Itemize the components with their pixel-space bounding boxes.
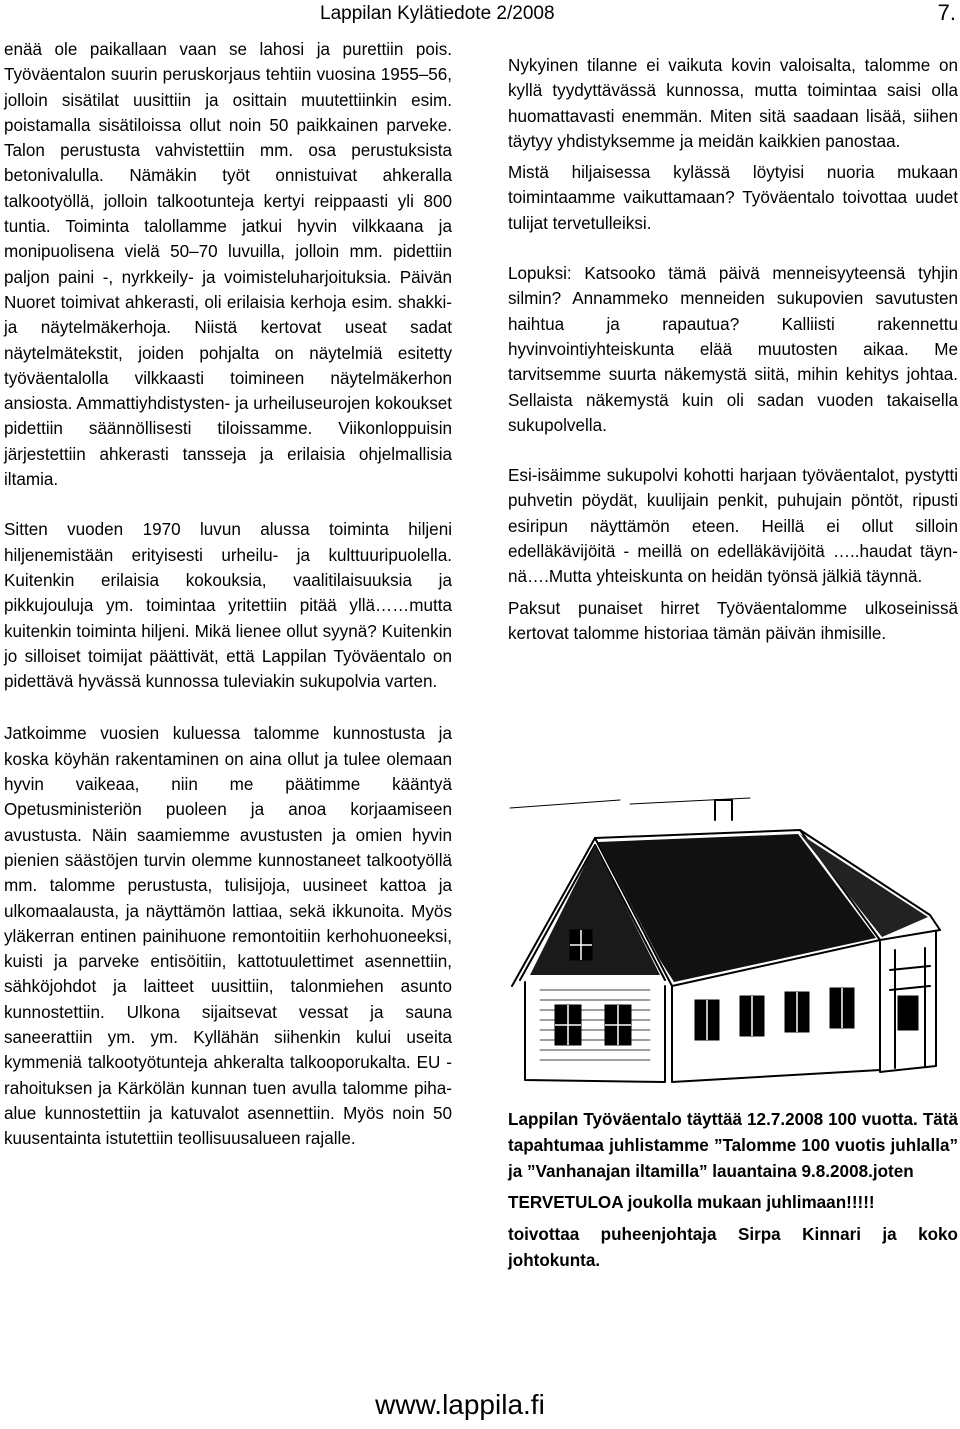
article-paragraph: Sitten vuoden 1970 luvun alussa toiminta hiljeni hiljenemistään erityisesti urheilu- ja kulttuuripuolella. Kuitenkin erilaisia kokouksia, vaalitilaisuuksia ja pikkujouluja ym. toimintaa yritettiin pitää yllä……mutta kuitenkin toiminta hiljeni. Mikä lienee ollut syynä? Kuitenkin jo silloiset toimijat päättivät, että Lappilan Työväentalo on pidettävä hyvässä kunnossa tuleviakin sukupolvia varten. [4,520,452,692]
page-number: 7. [937,0,956,25]
right-column [508,53,958,646]
article-paragraph: Esi-isäimme sukupolvi kohotti harjaan työväentalot, pystytti puhvetin pöydät, kuulijain penkit, puhujain pöntöt, ripusti esiripun näyttämön eteen. Heillä ei ollut silloin edelläkävijöitä - meillä on edelläkävijöitä …..haudat täynnä….Mutta yhteiskunta on heidän työnsä jälkiä täynnä. [508,466,958,587]
article-paragraph: Jatkoimme vuosien kuluessa talomme kunnostusta ja koska köyhän rakentaminen on aina ollut ja tulee olemaan hyvin vaikeaa, niin me päätimme kääntyä Opetusministeriön puoleen ja anoa korjaamiseen avustusta. Näin saamiemme avustusten ja omien hyvin pienien säästöjen turvin olemme kunnostaneet talkootyöllä mm. talomme perustusta, tulisijoja, uusineet kattoa ja ulkomaalausta, ja näyttämön lattiaa, sekä ikkunoita. Myös yläkerran entinen painihuone remontoitiin kerhohuoneeksi, kuisti ja parveke entisöitiin, kattotuulettimet asennettiin, sähköjohdot ja laitteet uusittiin, talonmiehen asunto kunnostettiin. Ulkona sijaitsevat vessat ja sauna saneerattiin ym. ym. Kyllähän siihenkin kului useita kymmeniä talkootyötunteja ahkeralta talkooporukalta. EU -rahoituksen ja Kärkölän kunnan tuen avulla talomme piha-alue kunnostettiin ja katuvalot asennettiin. Myös noin 50 kuusentainta istutettiin teollisuusalueen rajalle. [4,724,452,1149]
anniversary-announcement [508,1107,958,1274]
house-drawing-icon [500,790,960,1100]
article-paragraph: Mistä hiljaisessa kylässä löytyisi nuoria mukaan toimintaamme vaikuttamaan? Työväentalo toivottaa uudet tulijat tervetulleiksi. [508,163,958,233]
page-header [320,0,956,34]
article-paragraph: Nykyinen tilanne ei vaikuta kovin valoisalta, talomme on kyllä tyydyttävässä kunnossa, mutta toimintaa saisi olla huomattavasti enemmän. Miten sitä saadaan lisää, siihen täytyy yhdistyksemme ja meidän kaikkien panostaa. [508,56,958,151]
website-url: www.lappila.fi [375,1389,545,1420]
article-paragraph: Lopuksi: Katsooko tämä päivä menneisyyteensä tyhjin silmin? Annammeko menneiden sukupovien savutusten haihtua ja rapautua? Kalliisti rakennettu hyvinvointiyhteiskunta elää muutosten aikaa. Me tarvitsemme suurta näkemystä siitä, mihin kehitys johtaa. Sellaista näkemystä kuin oli sadan vuoden takaisella sukupolvella. [508,264,958,435]
announcement-signature: toivottaa puheenjohtaja Sirpa Kinnari ja koko johtokunta. [508,1225,958,1270]
article-paragraph: Paksut punaiset hirret Työväentalomme ulkoseinissä kertovat talomme historiaa tämän päivän ihmisille. [508,598,958,643]
left-column [4,37,452,1151]
article-paragraph: enää ole paikallaan vaan se lahosi ja purettiin pois. Työväentalon suurin peruskorjaus tehtiin vuosina 1955–56, jolloin sisätilat uusittiin ja osittain muutettiinkin esim. poistamalla sisätiloissa ollut noin 50 paikkainen parveke. Talon perustusta vahvistettiin mm. osa perustuksista betonivalulla. Nämäkin työt onnistuivat ahkeralla talkootyöllä, jolloin talkootunteja kertyi reippaasti yli 800 tuntia. Toiminta talollamme jatkui hyvin vilkkaana ja monipuolisena vielä 50–70 luvuilla, jolloin mm. pidettiin paljon paini -, nyrkkeily- ja voimisteluharjoituksia. Päivän Nuoret toimivat ahkerasti, oli erilaisia kerhoja esim. shakki- ja näytelmäkerhoja. Niistä kertovat useat sadat näytelmätekstit, joiden pohjalta on näytelmiä esitetty työväentalolla vilkkaasti toimineen näytelmäkerhon ansiosta. Ammattiyhdistysten- ja urheiluseurojen kokoukset pidettiin säännöllisesti tiloissamme. Viikonloppuisin järjestettiin ahkerasti tansseja ja erilaisia ohjelmallisia iltamia. [4,40,452,490]
newsletter-title: Lappilan Kylätiedote 2/2008 [320,3,555,24]
announcement-text: Lappilan Työväentalo täyttää 12.7.2008 100 vuotta. Tätä tapahtumaa juhlistamme ”Talomme 100 vuotis juhlalla” ja ”Vanhanajan iltamilla” lauantaina 9.8.2008.joten [508,1110,958,1181]
announcement-welcome: TERVETULOA joukolla mukaan juhlimaan!!!!! [508,1193,875,1213]
page-footer [0,1388,960,1422]
